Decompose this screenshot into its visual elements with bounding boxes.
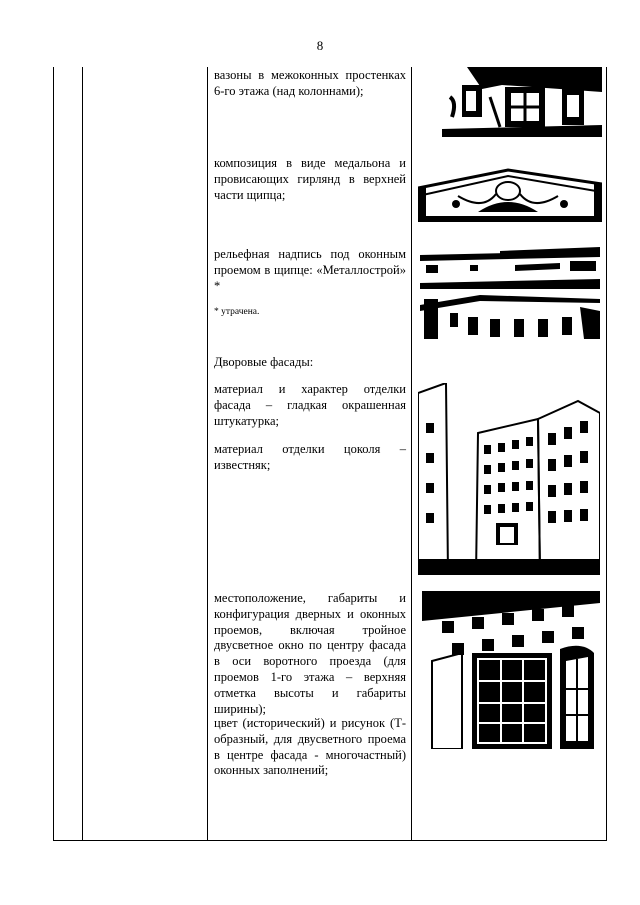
column-divider-1	[82, 67, 83, 840]
gable-inscription-photo-bottom	[420, 293, 600, 339]
row-text-inscription: рельефная надпись под оконным проемом в щипце: «Металлострой» *	[214, 247, 406, 293]
column-divider-3	[411, 67, 412, 840]
page-number: 8	[316, 38, 324, 53]
row-text-vases: вазоны в межоконных простенках 6-го этажа (над колоннами);	[214, 68, 406, 98]
row-text-medallion: композиция в виде медальона и провисающих гирлянд в верхней части щипца;	[214, 156, 406, 202]
column-divider-2	[207, 67, 208, 840]
row-text-openings: местоположение, габариты и конфигурация дверных и оконных проемов, включая тройное двусветное окно по центру фасада в оси воротного проезда (для проемов 1-го этажа – верхняя отметка высоты и габариты ширины);	[214, 591, 406, 716]
gable-medallion-photo	[418, 166, 602, 222]
document-table	[53, 67, 607, 841]
facade-vases-photo	[442, 67, 602, 137]
courtyard-facade-photo	[418, 383, 600, 575]
gable-inscription-photo-top	[420, 247, 600, 289]
row-text-plinth: материал отделки цоколя – известняк;	[214, 442, 406, 472]
row-text-finish: материал и характер отделки фасада – гладкая окрашенная штукатурка;	[214, 382, 406, 428]
courtyard-window-photo	[422, 591, 600, 749]
footnote-lost: * утрачена.	[214, 307, 260, 317]
row-text-window-fill: цвет (исторический) и рисунок (Т-образный, для двусветного проема в центре фасада - многочастный) оконных заполнений;	[214, 716, 406, 778]
section-heading-courtyard: Дворовые фасады:	[214, 355, 314, 369]
